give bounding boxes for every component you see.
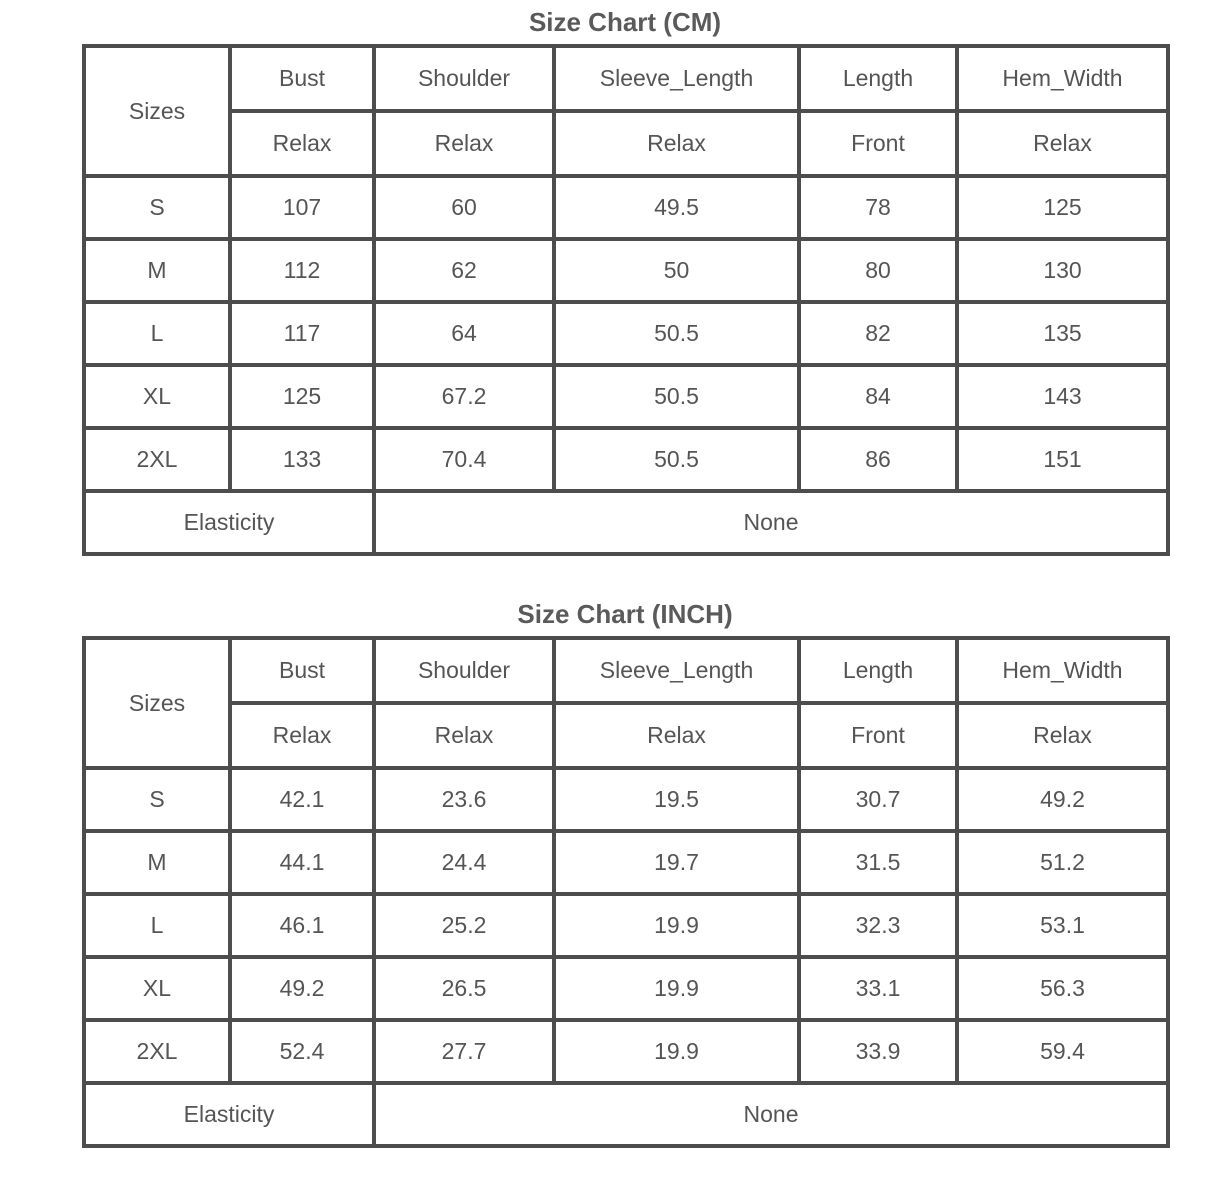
table-cell: 33.9 [799, 1020, 957, 1083]
table-cell: 78 [799, 176, 957, 239]
table-cell: 107 [230, 176, 374, 239]
table-cell: 27.7 [374, 1020, 554, 1083]
table-body [84, 46, 1168, 554]
column-header: Length [799, 46, 957, 111]
table-cell: 50.5 [554, 365, 799, 428]
column-header: Hem_Width [957, 46, 1168, 111]
table-row [84, 302, 1168, 365]
column-header: Sleeve_Length [554, 46, 799, 111]
table-cell: 25.2 [374, 894, 554, 957]
column-header: Shoulder [374, 638, 554, 703]
column-header: Bust [230, 638, 374, 703]
size-label: M [84, 831, 230, 894]
sizes-header: Sizes [84, 46, 230, 176]
column-subheader: Relax [374, 703, 554, 768]
table-cell: 49.2 [957, 768, 1168, 831]
table-cell: 30.7 [799, 768, 957, 831]
size-label: M [84, 239, 230, 302]
table-cell: 42.1 [230, 768, 374, 831]
column-subheader: Front [799, 703, 957, 768]
table-cell: 49.5 [554, 176, 799, 239]
size-table-inch [82, 636, 1170, 1148]
table-cell: 70.4 [374, 428, 554, 491]
table-cell: 86 [799, 428, 957, 491]
table-cell: 52.4 [230, 1020, 374, 1083]
table-cell: 19.7 [554, 831, 799, 894]
table-cell: 19.9 [554, 957, 799, 1020]
table-cell: 130 [957, 239, 1168, 302]
table-cell: 23.6 [374, 768, 554, 831]
column-subheader: Relax [230, 111, 374, 176]
table-cell: 19.5 [554, 768, 799, 831]
table-cell: 51.2 [957, 831, 1168, 894]
table-row [84, 176, 1168, 239]
table-cell: 84 [799, 365, 957, 428]
table-cell: 50 [554, 239, 799, 302]
elasticity-row [84, 491, 1168, 554]
table-cell: 46.1 [230, 894, 374, 957]
column-subheader: Front [799, 111, 957, 176]
column-subheader: Relax [554, 111, 799, 176]
table-row [84, 365, 1168, 428]
table-cell: 80 [799, 239, 957, 302]
size-label: 2XL [84, 428, 230, 491]
table-cell: 24.4 [374, 831, 554, 894]
table-row [84, 428, 1168, 491]
size-label: 2XL [84, 1020, 230, 1083]
subheader-row [84, 703, 1168, 768]
table-cell: 135 [957, 302, 1168, 365]
table-row [84, 768, 1168, 831]
table-cell: 19.9 [554, 894, 799, 957]
elasticity-value: None [374, 491, 1168, 554]
size-label: XL [84, 957, 230, 1020]
column-header: Bust [230, 46, 374, 111]
table-cell: 151 [957, 428, 1168, 491]
table-cell: 49.2 [230, 957, 374, 1020]
table-row [84, 831, 1168, 894]
column-subheader: Relax [230, 703, 374, 768]
header-row [84, 46, 1168, 111]
table-cell: 143 [957, 365, 1168, 428]
column-subheader: Relax [957, 703, 1168, 768]
table-cell: 19.9 [554, 1020, 799, 1083]
table-cell: 64 [374, 302, 554, 365]
header-row [84, 638, 1168, 703]
table-cell: 125 [957, 176, 1168, 239]
column-header: Hem_Width [957, 638, 1168, 703]
table-body [84, 638, 1168, 1146]
table-row [84, 957, 1168, 1020]
table-cell: 33.1 [799, 957, 957, 1020]
table-cell: 67.2 [374, 365, 554, 428]
column-header: Sleeve_Length [554, 638, 799, 703]
table-cell: 32.3 [799, 894, 957, 957]
table-cell: 82 [799, 302, 957, 365]
table-cell: 59.4 [957, 1020, 1168, 1083]
table-cell: 31.5 [799, 831, 957, 894]
elasticity-label: Elasticity [84, 1083, 374, 1146]
table-cell: 44.1 [230, 831, 374, 894]
column-header: Shoulder [374, 46, 554, 111]
size-label: S [84, 176, 230, 239]
size-label: XL [84, 365, 230, 428]
table-cell: 112 [230, 239, 374, 302]
table-cell: 60 [374, 176, 554, 239]
column-header: Length [799, 638, 957, 703]
table-cell: 26.5 [374, 957, 554, 1020]
table-cell: 133 [230, 428, 374, 491]
table-cell: 50.5 [554, 302, 799, 365]
table-cell: 56.3 [957, 957, 1168, 1020]
column-subheader: Relax [957, 111, 1168, 176]
table-cell: 62 [374, 239, 554, 302]
table-row [84, 239, 1168, 302]
table-row [84, 894, 1168, 957]
elasticity-value: None [374, 1083, 1168, 1146]
size-table-cm [82, 44, 1170, 556]
elasticity-row [84, 1083, 1168, 1146]
table-cell: 117 [230, 302, 374, 365]
sizes-header: Sizes [84, 638, 230, 768]
elasticity-label: Elasticity [84, 491, 374, 554]
chart-title-cm: Size Chart (CM) [528, 7, 722, 37]
table-cell: 125 [230, 365, 374, 428]
size-label: S [84, 768, 230, 831]
subheader-row [84, 111, 1168, 176]
size-label: L [84, 894, 230, 957]
table-row [84, 1020, 1168, 1083]
size-label: L [84, 302, 230, 365]
column-subheader: Relax [554, 703, 799, 768]
chart-title-inch: Size Chart (INCH) [517, 599, 733, 629]
table-cell: 53.1 [957, 894, 1168, 957]
column-subheader: Relax [374, 111, 554, 176]
table-cell: 50.5 [554, 428, 799, 491]
